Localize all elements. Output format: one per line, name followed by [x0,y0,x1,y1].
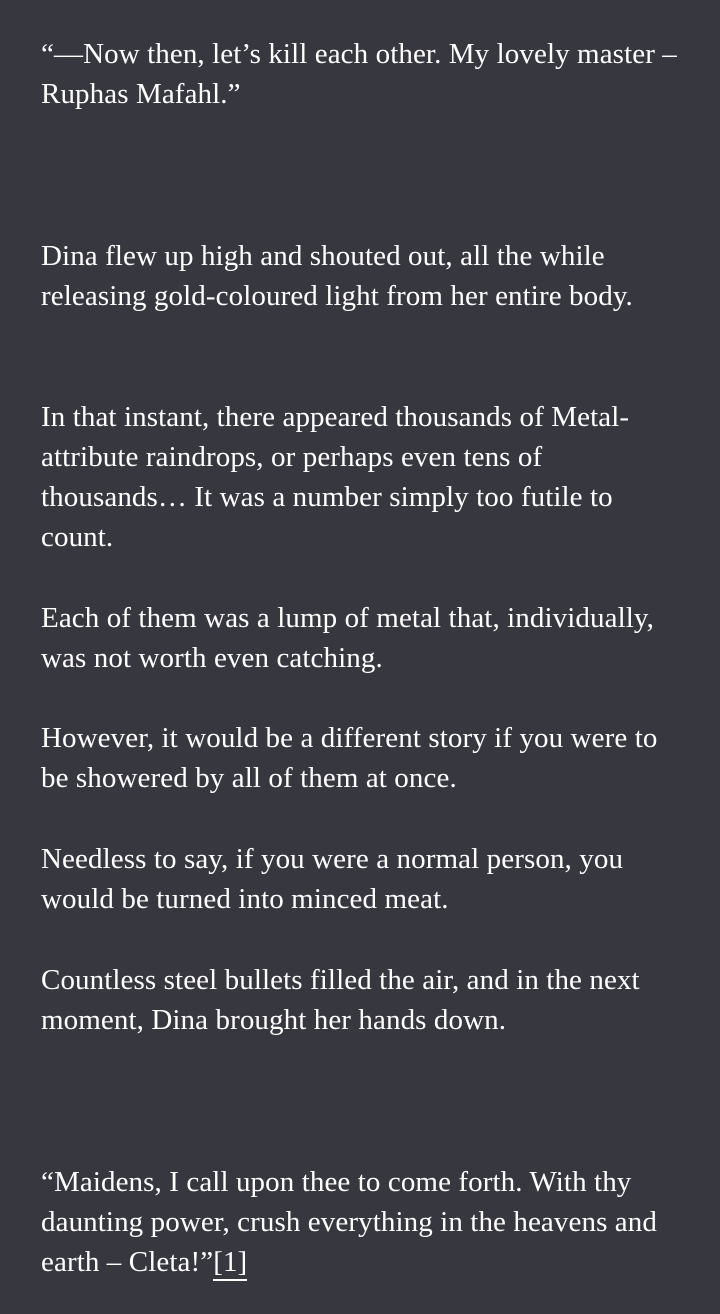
paragraph: However, it would be a different story if you were to be showered by all of them at once. [41,722,658,794]
paragraph: “—Now then, let’s kill each other. My lovely master – Ruphas Mafahl.” [41,38,677,110]
paragraph-with-footnote [41,1162,683,1282]
footnote-link[interactable]: [1] [213,1246,247,1281]
paragraph: Each of them was a lump of metal that, individually, was not worth even catching. [41,602,654,674]
paragraph: Dina flew up high and shouted out, all the while releasing gold-coloured light from her entire body. [41,240,633,312]
paragraph: Needless to say, if you were a normal person, you would be turned into minced meat. [41,843,624,915]
paragraph: In that instant, there appeared thousands of Metal-attribute raindrops, or perhaps even tens of thousands… It was a number simply too futile to count. [41,401,630,553]
paragraph-text: “Maidens, I call upon thee to come forth. With thy daunting power, crush everything in the heavens and earth – Cleta!” [41,1166,657,1278]
paragraph: Countless steel bullets filled the air, and in the next moment, Dina brought her hands down. [41,964,640,1036]
